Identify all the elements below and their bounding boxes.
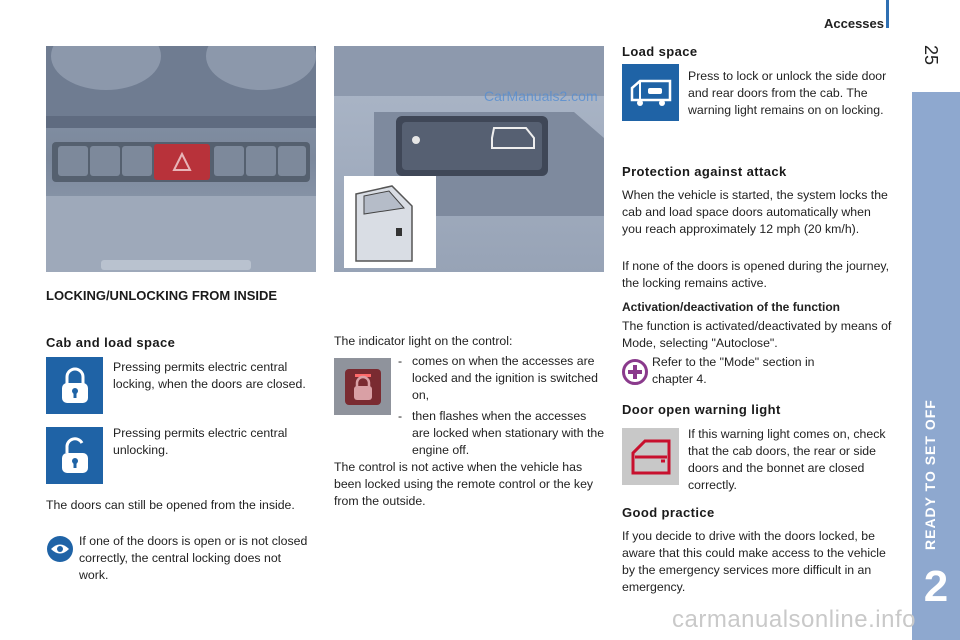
protection-para3: The function is activated/deactivated by means of Mode, selecting "Autoclose". <box>622 319 892 350</box>
door-warning-heading: Door open warning light <box>622 402 781 417</box>
load-space-van-icon <box>622 64 679 121</box>
unlock-description: Pressing permits electric central unlocking. <box>113 426 288 457</box>
cab-section-heading: Cab and load space <box>46 335 176 350</box>
header-rule <box>886 0 889 28</box>
door-open-icon <box>622 428 679 485</box>
unlock-icon <box>46 427 103 484</box>
indicator-list <box>398 353 606 463</box>
load-space-description: Press to lock or unlock the side door and rear doors from the cab. The warning light remains on on locking. <box>688 69 887 117</box>
main-heading: LOCKING/UNLOCKING FROM INSIDE <box>46 288 278 303</box>
indicator-item-flash: - then flashes when the accesses are locked when stationary with the engine off. <box>398 408 606 459</box>
page-number: 25 <box>921 44 941 66</box>
door-warning-description: If this warning light comes on, check that the cab doors, the rear or side doors and the bonnet are closed correctly. <box>688 427 886 492</box>
header-title: Accesses <box>824 16 884 31</box>
mode-reference: Refer to the "Mode" section in chapter 4. <box>652 355 815 386</box>
protection-para2: If none of the doors is opened during the journey, the locking remains active. <box>622 259 890 290</box>
central-locking-warning: If one of the doors is open or is not closed correctly, the central locking does not work. <box>79 534 308 582</box>
lock-description: Pressing permits electric central locking, when the doors are closed. <box>113 360 306 391</box>
doors-note: The doors can still be opened from the inside. <box>46 498 295 512</box>
protection-para1: When the vehicle is started, the system locks the cab and load space doors automatically when you reach approximately 12 mph (20 km/h). <box>622 188 888 236</box>
protection-heading: Protection against attack <box>622 164 787 179</box>
dashboard-switch-photo <box>46 46 316 272</box>
chapter-number: 2 <box>923 562 949 611</box>
footer-watermark: carmanualsonline.info <box>672 606 916 633</box>
load-space-switch-photo <box>334 46 604 272</box>
activation-subheading: Activation/deactivation of the function <box>622 300 841 314</box>
eye-icon <box>47 536 73 562</box>
chapter-tab-label: READY TO SET OFF <box>922 399 938 550</box>
indicator-note: The control is not active when the vehicle has been locked using the remote control or the key from the outside. <box>334 460 594 508</box>
indicator-switch-icon <box>334 358 391 415</box>
good-practice-heading: Good practice <box>622 505 715 520</box>
load-space-heading: Load space <box>622 44 698 59</box>
indicator-item-on: - comes on when the accesses are locked and the ignition is switched on, <box>398 353 606 404</box>
lock-icon <box>46 357 103 414</box>
top-watermark: CarManuals2.com <box>484 88 598 104</box>
good-practice-description: If you decide to drive with the doors locked, be aware that this could make access to the vehicle by the emergency services more difficult in an emergency. <box>622 529 886 594</box>
indicator-intro: The indicator light on the control: <box>334 334 513 348</box>
plus-icon <box>622 359 648 385</box>
